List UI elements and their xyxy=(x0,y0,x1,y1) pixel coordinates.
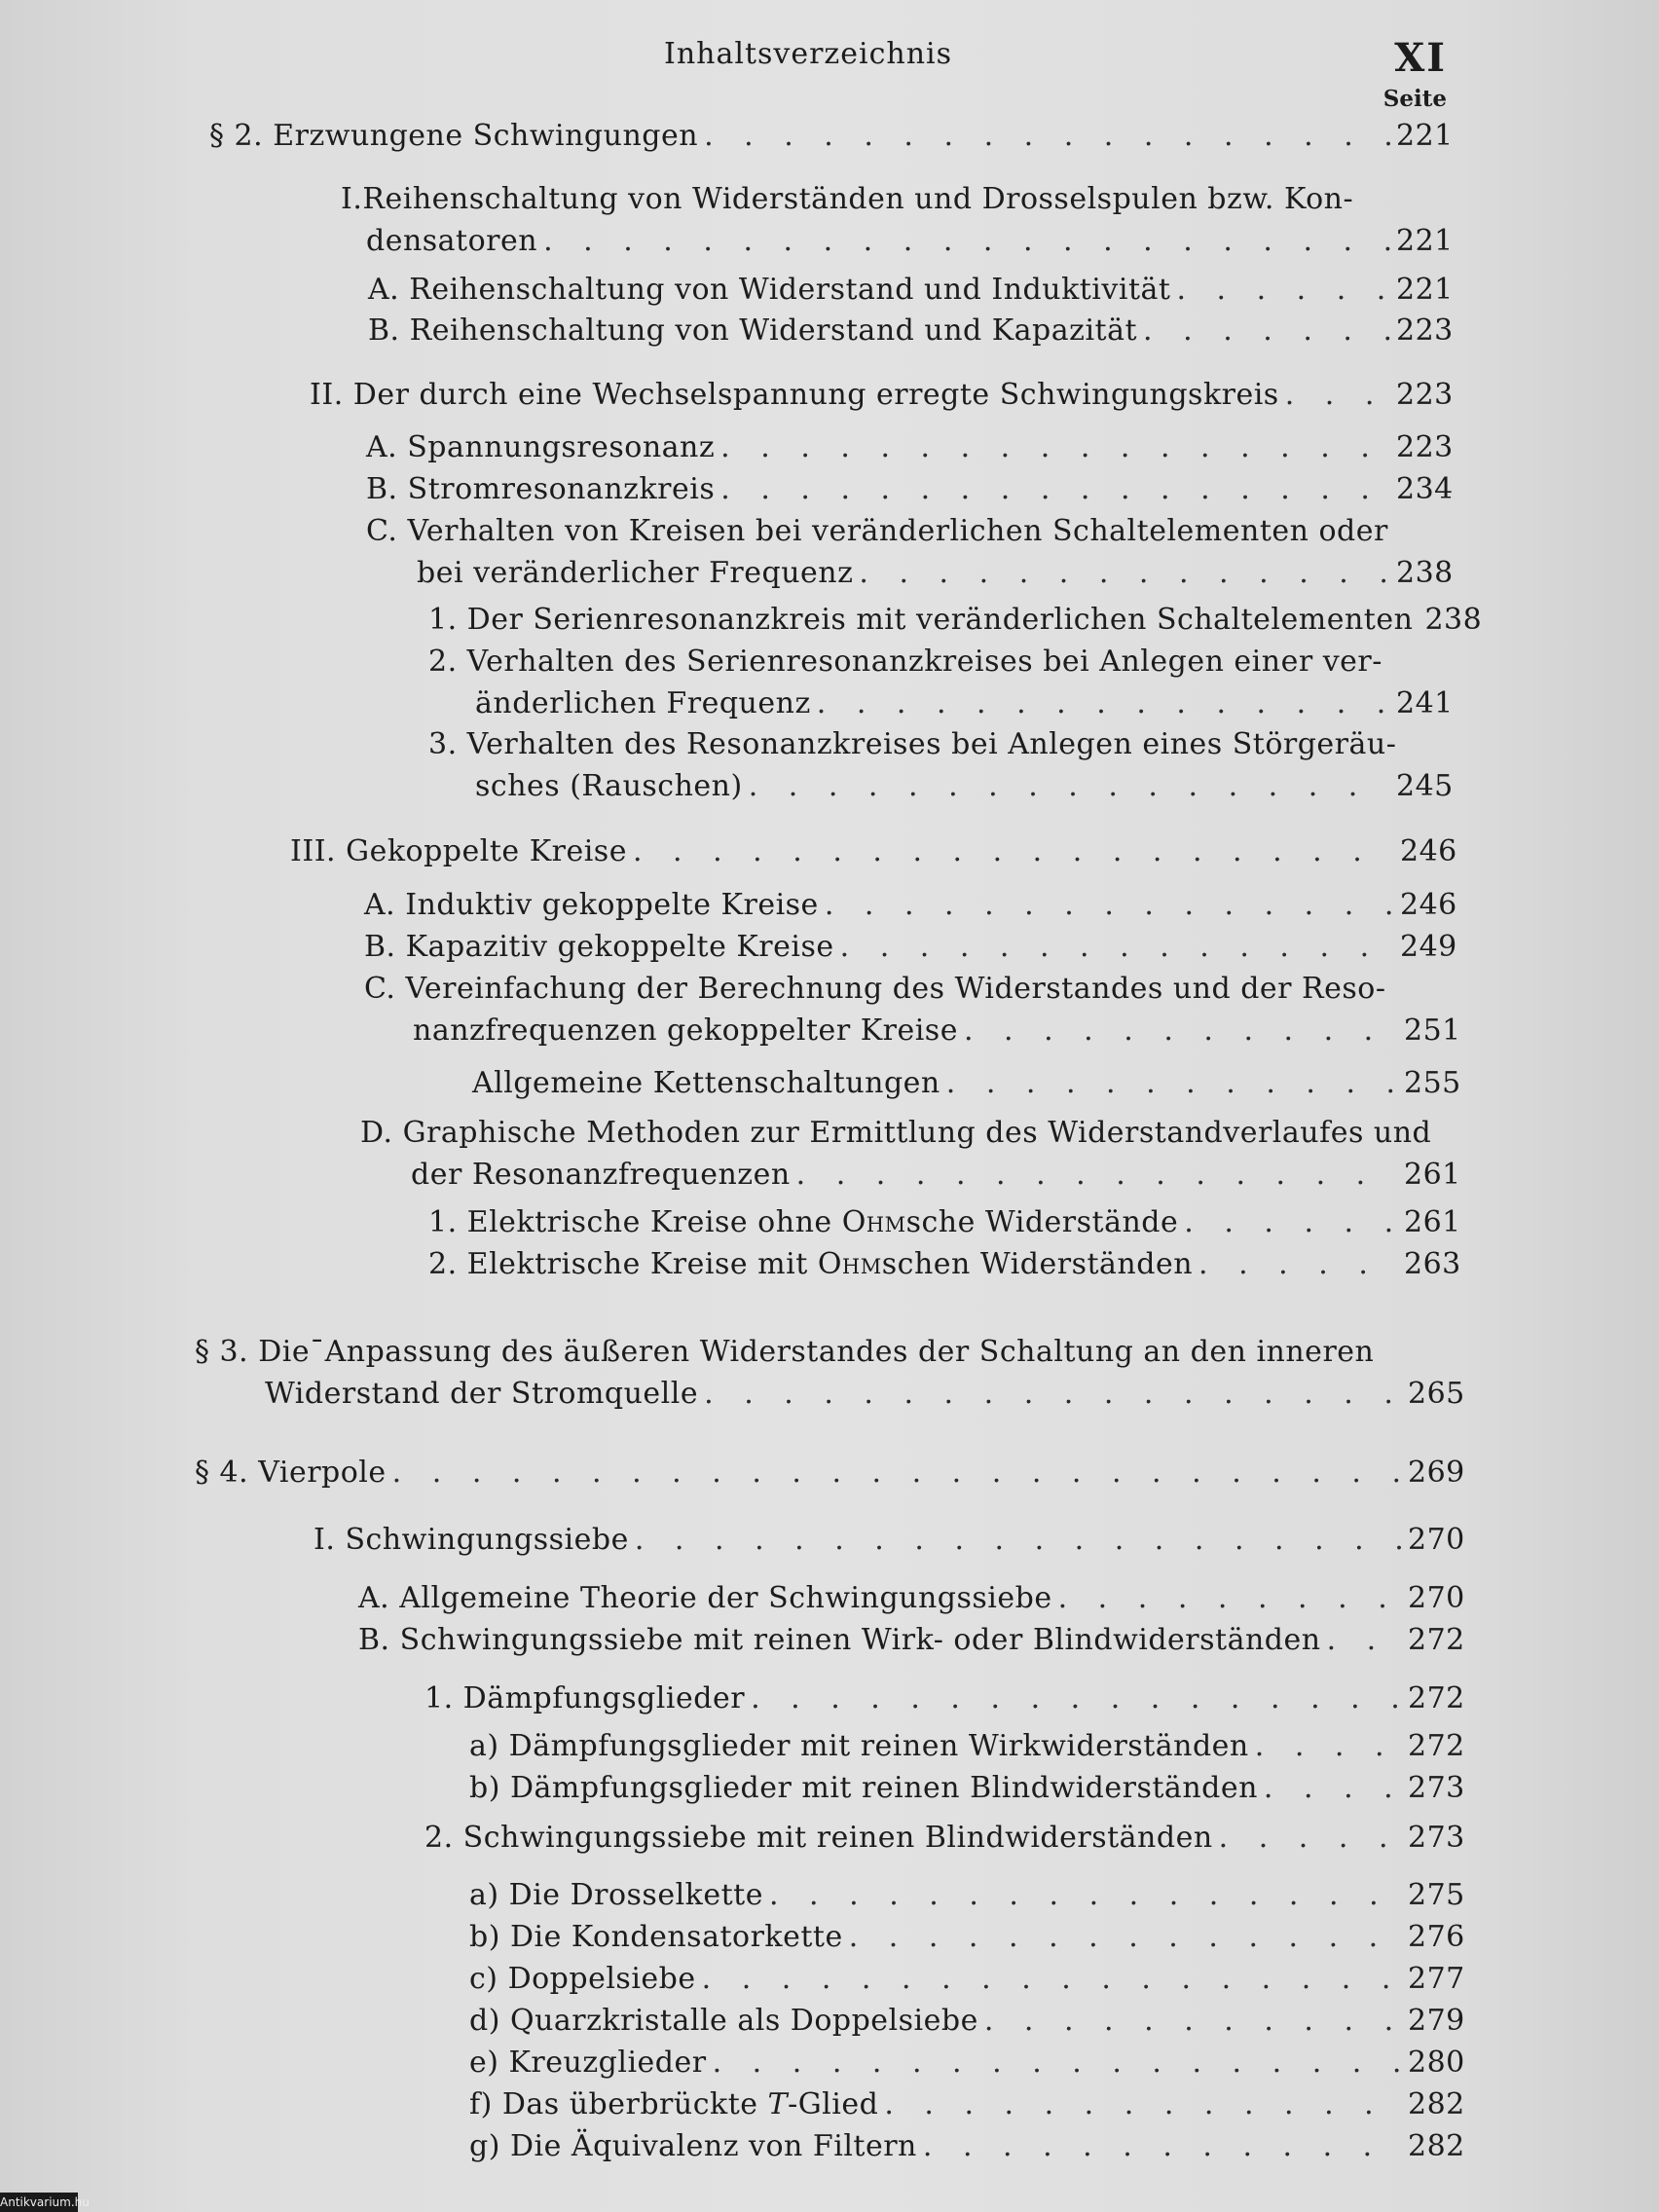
toc-entry-4-I-A xyxy=(358,1577,1465,1619)
leader-dots xyxy=(751,1677,1402,1719)
entry-page-number: 282 xyxy=(1408,2129,1465,2163)
toc-entry-2-II-C xyxy=(366,510,1454,594)
toc-entry-4-I-B-2 xyxy=(424,1817,1465,1859)
entry-title: Die Drosselkette xyxy=(508,1878,763,1912)
entry-title: Dämpfungsglieder xyxy=(462,1681,746,1715)
entry-label: 2. xyxy=(428,1247,458,1281)
toc-entry-4-I-B-1-a xyxy=(469,1725,1465,1767)
entry-label: C. xyxy=(364,972,396,1006)
entry-page-number: 249 xyxy=(1400,930,1457,964)
entry-title-line-1: I.Reihenschaltung von Widerständen und Drosselspulen bzw. Kon- xyxy=(341,182,1354,216)
leader-dots xyxy=(392,1452,1402,1493)
entry-page-number: 221 xyxy=(1396,273,1454,307)
toc-entry-4-I-B xyxy=(358,1619,1465,1661)
entry-page-number: 223 xyxy=(1396,313,1454,348)
entry-title: Reihenschaltung von Widerstand und Kapazität xyxy=(409,313,1138,348)
leader-dots xyxy=(702,1958,1402,2000)
entry-label: A. xyxy=(368,273,400,307)
entry-title: Doppelsiebe xyxy=(507,1962,696,1996)
leader-dots xyxy=(1255,1725,1402,1767)
entry-title: Der Serienresonanzkreis mit veränderlichen Schaltelementen xyxy=(466,603,1414,637)
leader-dots xyxy=(543,220,1390,262)
entry-title: Kapazitiv gekoppelte Kreise xyxy=(405,930,834,964)
entry-title-line-2: sches (Rauschen) xyxy=(475,769,743,803)
entry-page-number: 246 xyxy=(1400,834,1457,868)
entry-title: Erzwungene Schwingungen xyxy=(273,119,699,153)
entry-label: b) xyxy=(469,1771,500,1805)
toc-entry-4-I-B-2-b xyxy=(469,1916,1465,1958)
entry-title: Kreuzglieder xyxy=(508,2046,707,2080)
toc-entry-4-I-B-2-e xyxy=(469,2042,1465,2083)
leader-dots xyxy=(633,830,1394,872)
entry-page-number: 261 xyxy=(1404,1205,1461,1239)
entry-title: Quarzkristalle als Doppelsiebe xyxy=(509,2004,978,2038)
entry-title-line-1: Verhalten von Kreisen bei veränderlichen Schaltelementen oder xyxy=(407,514,1388,548)
entry-title-line-2: Widerstand der Stromquelle xyxy=(265,1377,699,1411)
leader-dots xyxy=(720,426,1390,468)
entry-title: Induktiv gekoppelte Kreise xyxy=(405,888,819,922)
entry-title-line-1: Vereinfachung der Berechnung des Widerstandes und der Reso- xyxy=(405,972,1386,1006)
leader-dots xyxy=(704,115,1390,157)
entry-page-number: 255 xyxy=(1404,1066,1461,1100)
entry-title-line-2: densatoren xyxy=(366,224,538,258)
entry-label: B. xyxy=(368,313,400,348)
entry-page-number: 273 xyxy=(1408,1771,1465,1805)
leader-dots xyxy=(749,765,1390,807)
entry-page-number: 238 xyxy=(1424,603,1483,637)
entry-page-number: 273 xyxy=(1408,1821,1465,1855)
leader-dots xyxy=(1219,1817,1402,1859)
entry-label: 2. xyxy=(428,645,458,679)
running-title: Inhaltsverzeichnis xyxy=(663,37,953,71)
entry-title: Spannungsresonanz xyxy=(407,430,716,464)
entry-page-number: 269 xyxy=(1408,1456,1465,1490)
entry-label: B. xyxy=(358,1623,390,1657)
leader-dots xyxy=(704,1373,1402,1415)
entry-label: § 3. xyxy=(195,1335,249,1369)
entry-page-number: 234 xyxy=(1396,472,1454,506)
entry-label: D. xyxy=(360,1116,393,1150)
entry-title-part: sche Widerstände xyxy=(905,1205,1179,1239)
entry-page-number: 277 xyxy=(1408,1962,1465,1996)
toc-entry-2-II-C-1 xyxy=(428,599,1483,641)
entry-page-number: 261 xyxy=(1404,1158,1461,1192)
entry-title: Gekoppelte Kreise xyxy=(346,834,627,868)
entry-page-number: 272 xyxy=(1408,1623,1465,1657)
leader-dots xyxy=(1327,1619,1402,1661)
entry-label: A. xyxy=(364,888,396,922)
entry-label: B. xyxy=(364,930,396,964)
entry-title-part: Elektrische Kreise ohne xyxy=(466,1205,842,1239)
entry-label: I. xyxy=(313,1523,336,1557)
entry-title: Dämpfungsglieder mit reinen Wirkwiderständen xyxy=(508,1729,1249,1763)
toc-entry-4-I-B-1-b xyxy=(469,1767,1465,1809)
entry-title: Dämpfungsglieder mit reinen Blindwiderständen xyxy=(509,1771,1258,1805)
leader-dots xyxy=(859,552,1390,594)
entry-page-number: 246 xyxy=(1400,888,1457,922)
entry-title: Schwingungssiebe xyxy=(345,1523,629,1557)
watermark: Antikvarium.hu xyxy=(0,2193,78,2212)
leader-dots xyxy=(720,468,1390,510)
toc-entry-2-III xyxy=(290,830,1455,872)
entry-title-line-2: nanzfrequenzen gekoppelter Kreise xyxy=(413,1014,958,1048)
entry-title-part: -Glied xyxy=(788,2087,879,2121)
entry-label: B. xyxy=(366,472,398,506)
entry-page-number: 245 xyxy=(1396,769,1454,803)
entry-label: II. xyxy=(310,378,344,412)
toc-entry-section-3 xyxy=(195,1331,1465,1415)
entry-title-line-1: Verhalten des Resonanzkreises bei Anlegen eines Störgeräu- xyxy=(466,727,1397,761)
entry-page-number: 265 xyxy=(1408,1377,1465,1411)
entry-label: a) xyxy=(469,1729,499,1763)
entry-title-part: schen Widerständen xyxy=(881,1247,1194,1281)
leader-dots xyxy=(840,926,1394,968)
entry-page-number: 276 xyxy=(1408,1920,1465,1954)
entry-title: Schwingungssiebe mit reinen Wirk- oder Blindwiderständen xyxy=(399,1623,1321,1657)
entry-page-number: 282 xyxy=(1408,2087,1465,2121)
toc-entry-4-I-B-2-f xyxy=(469,2083,1465,2125)
entry-title: Die Äquivalenz von Filtern xyxy=(509,2129,917,2163)
entry-label: f) xyxy=(469,2087,493,2121)
toc-entry-section-2 xyxy=(209,115,1454,157)
entry-label: 1. xyxy=(428,1205,458,1239)
leader-dots xyxy=(984,2000,1402,2042)
entry-label: 1. xyxy=(428,603,458,637)
leader-dots xyxy=(817,682,1390,724)
entry-label: 3. xyxy=(428,727,458,761)
leader-dots xyxy=(1264,1767,1402,1809)
entry-page-number: 263 xyxy=(1404,1247,1461,1281)
seite-column-label: Seite xyxy=(1382,86,1447,112)
ohm-name: Ohm xyxy=(841,1205,906,1239)
toc-entry-4-I xyxy=(313,1519,1465,1561)
entry-label: III. xyxy=(290,834,337,868)
entry-page-number: 270 xyxy=(1408,1523,1465,1557)
entry-page-number: 221 xyxy=(1396,119,1454,153)
entry-title: Allgemeine Theorie der Schwingungssiebe xyxy=(399,1581,1052,1615)
toc-entry-2-III-A xyxy=(364,884,1455,926)
italic-symbol: T xyxy=(767,2087,789,2121)
toc-entry-2-III-D-2 xyxy=(428,1243,1461,1285)
entry-page-number: 238 xyxy=(1396,556,1454,590)
entry-page-number: 280 xyxy=(1408,2046,1465,2080)
entry-label: A. xyxy=(358,1581,390,1615)
entry-title: Vierpole xyxy=(258,1456,387,1490)
page-number: XI xyxy=(1394,35,1447,81)
leader-dots xyxy=(849,1916,1402,1958)
entry-title-line-2: bei veränderlicher Frequenz xyxy=(417,556,854,590)
leader-dots xyxy=(796,1154,1398,1196)
entry-title: Allgemeine Kettenschaltungen xyxy=(472,1066,940,1100)
leader-dots xyxy=(1176,269,1390,311)
entry-title-part: Das überbrückte xyxy=(501,2087,768,2121)
entry-title: Reihenschaltung von Widerstand und Induktivität xyxy=(409,273,1171,307)
toc-entry-2-II-C-3 xyxy=(428,723,1454,807)
entry-page-number: 270 xyxy=(1408,1581,1465,1615)
toc-entry-2-III-D-1 xyxy=(428,1201,1461,1243)
entry-label: § 4. xyxy=(195,1456,249,1490)
entry-page-number: 279 xyxy=(1408,2004,1465,2038)
entry-label: c) xyxy=(469,1962,498,1996)
toc-entry-4-I-B-2-a xyxy=(469,1874,1465,1916)
entry-label: e) xyxy=(469,2046,499,2080)
entry-title: Stromresonanzkreis xyxy=(407,472,716,506)
entry-title-line-1: Graphische Methoden zur Ermittlung des Widerstandverlaufes und xyxy=(402,1116,1432,1150)
entry-title-line-1: Die¯Anpassung des äußeren Widerstandes der Schaltung an den inneren xyxy=(258,1335,1375,1369)
leader-dots xyxy=(769,1874,1402,1916)
entry-label: C. xyxy=(366,514,398,548)
entry-page-number: 275 xyxy=(1408,1878,1465,1912)
toc-entry-2-II-A xyxy=(366,426,1454,468)
toc-entry-4-I-B-2-c xyxy=(469,1958,1465,2000)
entry-title: Die Kondensatorkette xyxy=(509,1920,843,1954)
leader-dots xyxy=(1285,374,1390,416)
entry-page-number: 272 xyxy=(1408,1729,1465,1763)
toc-entry-2-II-B xyxy=(366,468,1454,510)
entry-label: b) xyxy=(469,1920,500,1954)
entry-label: d) xyxy=(469,2004,500,2038)
leader-dots xyxy=(1184,1201,1398,1243)
entry-page-number: 241 xyxy=(1396,686,1454,720)
entry-label: 2. xyxy=(424,1821,454,1855)
entry-title-line-2: änderlichen Frequenz xyxy=(475,686,811,720)
entry-label: A. xyxy=(366,430,398,464)
entry-page-number: 272 xyxy=(1408,1681,1465,1715)
entry-label: § 2. xyxy=(209,119,264,153)
toc-entry-4-I-B-2-g xyxy=(469,2125,1465,2167)
entry-page-number: 223 xyxy=(1396,378,1454,412)
leader-dots xyxy=(884,2083,1402,2125)
toc-entry-2-I xyxy=(341,178,1454,262)
leader-dots xyxy=(946,1062,1398,1104)
toc-entry-2-II xyxy=(310,374,1454,416)
entry-label: a) xyxy=(469,1878,499,1912)
leader-dots xyxy=(923,2125,1402,2167)
entry-label: g) xyxy=(469,2129,500,2163)
entry-title-line-2: der Resonanzfrequenzen xyxy=(411,1158,791,1192)
toc-entry-2-III-B xyxy=(364,926,1455,968)
leader-dots xyxy=(1198,1243,1398,1285)
entry-title-part: Elektrische Kreise mit xyxy=(466,1247,818,1281)
entry-page-number: 223 xyxy=(1396,430,1454,464)
leader-dots xyxy=(964,1010,1398,1051)
toc-entry-2-I-A xyxy=(368,269,1454,311)
toc-entry-2-III-D xyxy=(360,1112,1461,1196)
toc-entry-2-III-C xyxy=(364,968,1461,1051)
entry-title: Der durch eine Wechselspannung erregte Schwingungskreis xyxy=(352,378,1279,412)
entry-page-number: 221 xyxy=(1396,224,1454,258)
toc-entry-4-I-B-2-d xyxy=(469,2000,1465,2042)
leader-dots xyxy=(1058,1577,1402,1619)
toc-entry-2-III-C-sub xyxy=(472,1062,1461,1104)
toc-entry-2-I-B xyxy=(368,310,1454,351)
entry-title-line-1: Verhalten des Serienresonanzkreises bei Anlegen einer ver- xyxy=(466,645,1382,679)
entry-page-number: 251 xyxy=(1404,1014,1461,1048)
leader-dots xyxy=(825,884,1394,926)
toc-entry-section-4 xyxy=(195,1452,1465,1493)
toc-entry-4-I-B-1 xyxy=(424,1677,1465,1719)
ohm-name: Ohm xyxy=(817,1247,882,1281)
leader-dots xyxy=(713,2042,1402,2083)
entry-label: 1. xyxy=(424,1681,454,1715)
leader-dots xyxy=(635,1519,1402,1561)
toc-entry-2-II-C-2 xyxy=(428,641,1454,724)
leader-dots xyxy=(1143,310,1390,351)
entry-title: Schwingungssiebe mit reinen Blindwiderständen xyxy=(462,1821,1213,1855)
